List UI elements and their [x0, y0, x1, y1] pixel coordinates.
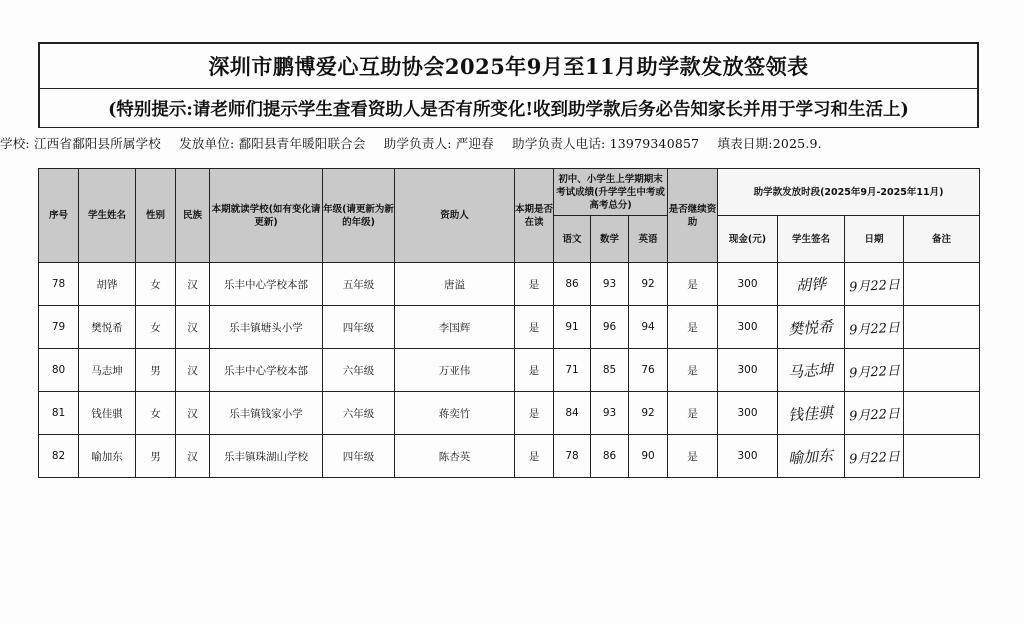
cell-no: 81: [39, 392, 79, 435]
header-remark: 备注: [904, 216, 980, 263]
cell-school: 乐丰镇钱家小学: [210, 392, 323, 435]
cell-date[interactable]: [845, 435, 904, 478]
cell-gender: 女: [136, 263, 176, 306]
header-english: 英语: [629, 216, 668, 263]
phone-info: 助学负责人电话: 13979340857: [512, 136, 700, 151]
cell-remark[interactable]: [904, 306, 980, 349]
handwritten-date: 9月22日: [848, 277, 900, 295]
header-date: 日期: [845, 216, 904, 263]
cell-date[interactable]: [845, 392, 904, 435]
special-notice: (特别提示:请老师们提示学生查看资助人是否有所变化!收到助学款后务必告知家长并用于学习和生活上): [38, 89, 979, 128]
cell-no: 79: [39, 306, 79, 349]
table-row: [39, 392, 980, 435]
cell-english: 92: [629, 263, 668, 306]
cell-school: 乐丰中心学校本部: [210, 349, 323, 392]
cell-math: 85: [591, 349, 629, 392]
cell-enrolled: 是: [515, 349, 554, 392]
handwritten-signature: 樊悦希: [787, 316, 835, 339]
cell-chinese: 91: [554, 306, 591, 349]
cell-signature[interactable]: [778, 435, 845, 478]
cell-continue: 是: [668, 263, 718, 306]
cell-gender: 女: [136, 306, 176, 349]
cell-name: 喻加东: [79, 435, 136, 478]
header-enrolled: 本期是否在读: [515, 169, 554, 263]
form-title: 深圳市鹏博爱心互助协会2025年9月至11月助学款发放签领表: [38, 42, 979, 89]
cell-cash: 300: [718, 392, 778, 435]
cell-date[interactable]: [845, 263, 904, 306]
cell-remark[interactable]: [904, 263, 980, 306]
cell-school: 乐丰镇珠湖山学校: [210, 435, 323, 478]
header-period: 助学款发放时段(2025年9月-2025年11月): [718, 169, 980, 216]
cell-cash: 300: [718, 349, 778, 392]
cell-gender: 男: [136, 349, 176, 392]
cell-school: 乐丰镇塘头小学: [210, 306, 323, 349]
handwritten-date: 9月22日: [848, 406, 900, 424]
cell-math: 93: [591, 392, 629, 435]
cell-no: 80: [39, 349, 79, 392]
cell-signature[interactable]: [778, 349, 845, 392]
header-math: 数学: [591, 216, 629, 263]
cell-name: 钱佳骐: [79, 392, 136, 435]
cell-grade: 四年级: [323, 435, 395, 478]
cell-sponsor: 李国辉: [395, 306, 515, 349]
cell-enrolled: 是: [515, 306, 554, 349]
header-cash: 现金(元): [718, 216, 778, 263]
cell-english: 76: [629, 349, 668, 392]
cell-math: 93: [591, 263, 629, 306]
handwritten-signature: 喻加东: [787, 445, 835, 468]
header-ethnicity: 民族: [176, 169, 210, 263]
fill-date-info: 填表日期:2025.9.: [717, 136, 822, 151]
cell-chinese: 84: [554, 392, 591, 435]
cell-ethnicity: 汉: [176, 349, 210, 392]
cell-date[interactable]: [845, 349, 904, 392]
cell-school: 乐丰中心学校本部: [210, 263, 323, 306]
cell-signature[interactable]: [778, 306, 845, 349]
handwritten-date: 9月22日: [848, 449, 900, 467]
cell-grade: 四年级: [323, 306, 395, 349]
cell-no: 82: [39, 435, 79, 478]
handwritten-date: 9月22日: [848, 363, 900, 381]
cell-english: 92: [629, 392, 668, 435]
cell-ethnicity: 汉: [176, 435, 210, 478]
cell-remark[interactable]: [904, 435, 980, 478]
cell-continue: 是: [668, 435, 718, 478]
cell-ethnicity: 汉: [176, 392, 210, 435]
table-row: [39, 349, 980, 392]
cell-sponsor: 唐溢: [395, 263, 515, 306]
cell-chinese: 71: [554, 349, 591, 392]
cell-signature[interactable]: [778, 263, 845, 306]
cell-signature[interactable]: [778, 392, 845, 435]
cell-name: 樊悦希: [79, 306, 136, 349]
cell-english: 94: [629, 306, 668, 349]
form-sheet: [38, 42, 979, 128]
cell-continue: 是: [668, 349, 718, 392]
header-gender: 性别: [136, 169, 176, 263]
header-signature: 学生签名: [778, 216, 845, 263]
cell-continue: 是: [668, 392, 718, 435]
handwritten-signature: 马志坤: [787, 359, 835, 382]
cell-grade: 五年级: [323, 263, 395, 306]
header-grade: 年级(请更新为新的年级): [323, 169, 395, 263]
cell-chinese: 86: [554, 263, 591, 306]
cell-remark[interactable]: [904, 392, 980, 435]
info-line: [0, 134, 985, 152]
header-no: 序号: [39, 169, 79, 263]
cell-gender: 男: [136, 435, 176, 478]
cell-math: 86: [591, 435, 629, 478]
cell-no: 78: [39, 263, 79, 306]
cell-ethnicity: 汉: [176, 306, 210, 349]
cell-grade: 六年级: [323, 392, 395, 435]
issuer-info: 发放单位: 鄱阳县青年暖阳联合会: [179, 136, 366, 151]
header-scores-group: 初中、小学生上学期期末考试成绩(升学学生中考或高考总分): [554, 169, 668, 216]
table-row: [39, 306, 980, 349]
cell-enrolled: 是: [515, 263, 554, 306]
handwritten-signature: 胡铧: [795, 274, 827, 295]
cell-sponsor: 陈杏英: [395, 435, 515, 478]
cell-name: 胡铧: [79, 263, 136, 306]
cell-enrolled: 是: [515, 392, 554, 435]
header-school: 本期就读学校(如有变化请更新): [210, 169, 323, 263]
contact-info: 助学负责人: 严迎春: [383, 136, 494, 151]
header-chinese: 语文: [554, 216, 591, 263]
aid-table: [38, 168, 980, 478]
cell-ethnicity: 汉: [176, 263, 210, 306]
cell-chinese: 78: [554, 435, 591, 478]
table-row: [39, 435, 980, 478]
cell-name: 马志坤: [79, 349, 136, 392]
cell-continue: 是: [668, 306, 718, 349]
header-name: 学生姓名: [79, 169, 136, 263]
cell-remark[interactable]: [904, 349, 980, 392]
header-sponsor: 资助人: [395, 169, 515, 263]
cell-cash: 300: [718, 263, 778, 306]
table-row: [39, 263, 980, 306]
cell-cash: 300: [718, 435, 778, 478]
handwritten-signature: 钱佳骐: [787, 402, 835, 425]
handwritten-date: 9月22日: [848, 320, 900, 338]
cell-date[interactable]: [845, 306, 904, 349]
cell-gender: 女: [136, 392, 176, 435]
cell-grade: 六年级: [323, 349, 395, 392]
cell-sponsor: 万亚伟: [395, 349, 515, 392]
cell-math: 96: [591, 306, 629, 349]
cell-english: 90: [629, 435, 668, 478]
cell-enrolled: 是: [515, 435, 554, 478]
header-continue: 是否继续资助: [668, 169, 718, 263]
school-info: 学校: 江西省鄱阳县所属学校: [0, 136, 161, 151]
cell-sponsor: 蒋奕竹: [395, 392, 515, 435]
cell-cash: 300: [718, 306, 778, 349]
